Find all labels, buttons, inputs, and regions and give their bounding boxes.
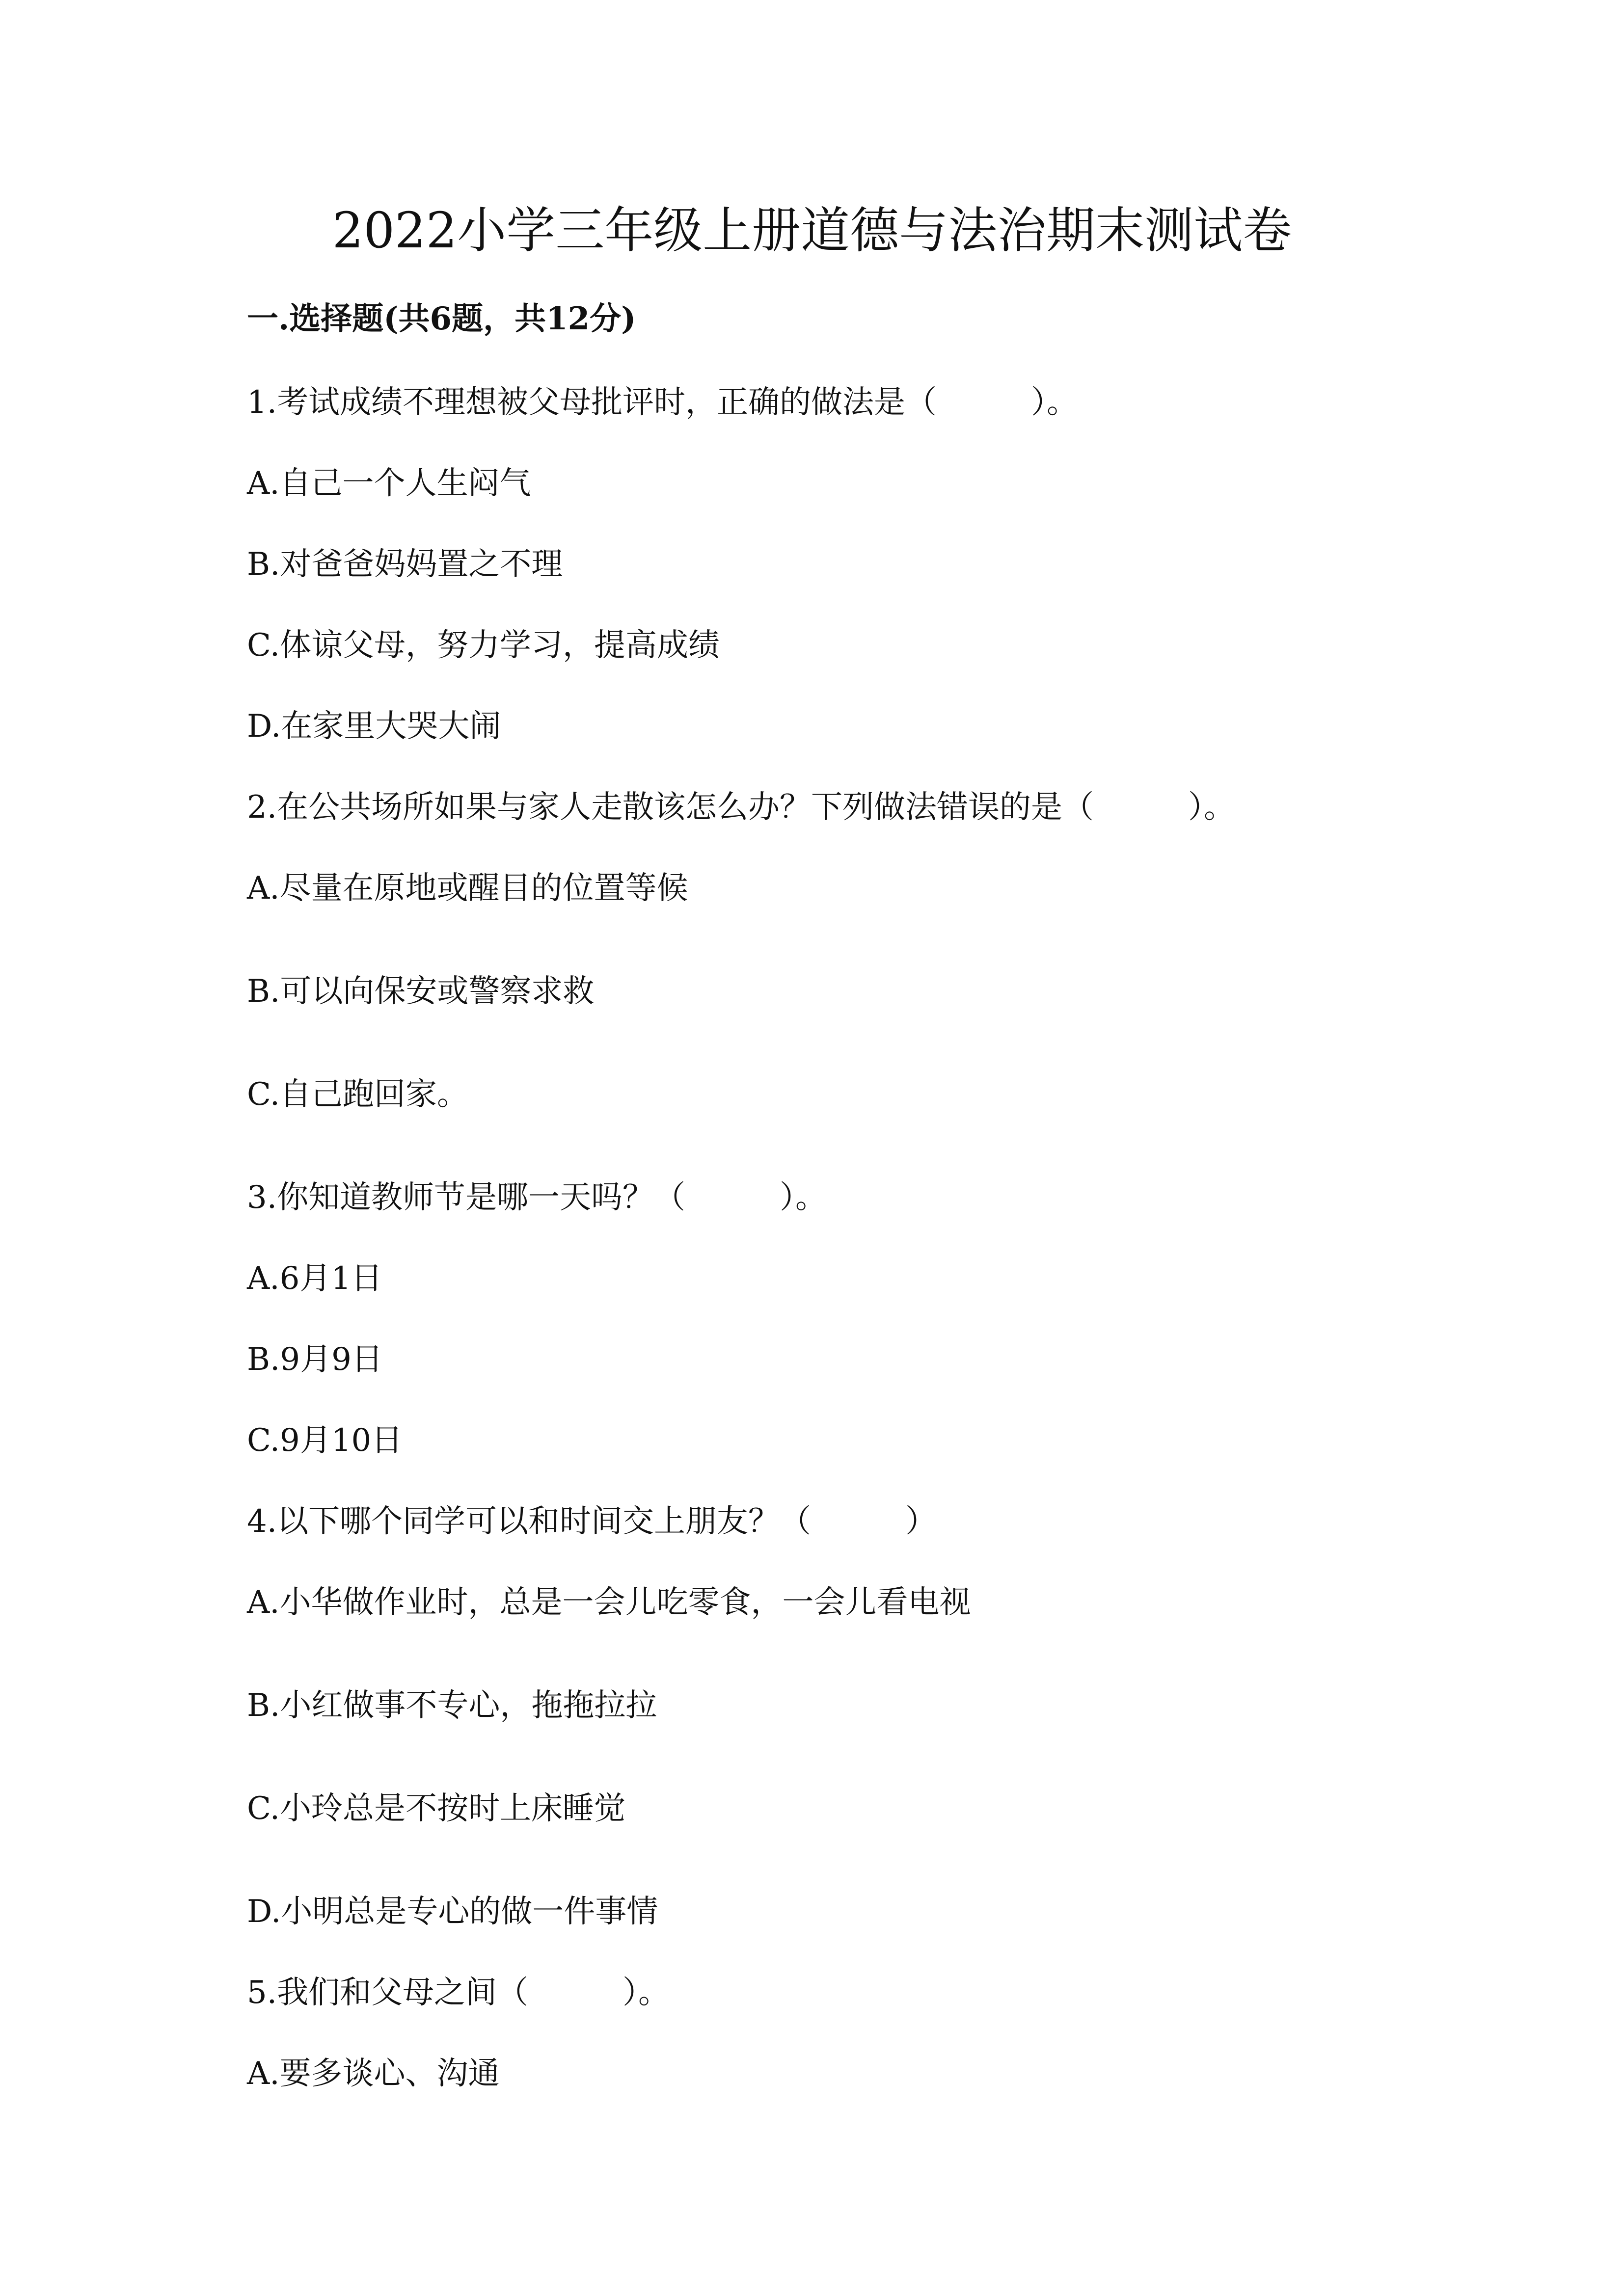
question-4-option-a: A.小华做作业时，总是一会儿吃零食，一会儿看电视 — [247, 1584, 971, 1621]
question-4-option-d: D.小明总是专心的做一件事情 — [247, 1894, 658, 1930]
question-2-option-b: B.可以向保安或警察求救 — [247, 973, 595, 1010]
question-1-option-a: A.自己一个人生闷气 — [247, 465, 531, 502]
question-1-option-d: D.在家里大哭大闹 — [247, 708, 501, 745]
question-1-option-c: C.体谅父母，努力学习，提高成绩 — [247, 627, 720, 664]
question-2-stem: 2.在公共场所如果与家人走散该怎么办？下列做法错误的是（ ）。 — [247, 789, 1236, 826]
question-5-stem: 5.我们和父母之间（ ）。 — [247, 1975, 670, 2011]
question-5-option-a: A.要多谈心、沟通 — [247, 2056, 500, 2092]
question-2-option-c: C.自己跑回家。 — [247, 1076, 469, 1113]
question-4-option-b: B.小红做事不专心，拖拖拉拉 — [247, 1687, 657, 1724]
question-3-stem: 3.你知道教师节是哪一天吗？（ ）。 — [247, 1179, 827, 1216]
section-heading: 一.选择题(共6题，共12分) — [247, 300, 636, 337]
question-3-option-c: C.9月10日 — [247, 1422, 403, 1459]
question-4-option-c: C.小玲总是不按时上床睡觉 — [247, 1790, 626, 1827]
question-3-option-a: A.6月1日 — [247, 1260, 382, 1297]
question-4-stem: 4.以下哪个同学可以和时间交上朋友？（ ） — [247, 1503, 937, 1540]
question-1-option-b: B.对爸爸妈妈置之不理 — [247, 546, 563, 583]
exam-title: 2022小学三年级上册道德与法治期末测试卷 — [332, 202, 1292, 259]
question-2-option-a: A.尽量在原地或醒目的位置等候 — [247, 870, 688, 907]
question-3-option-b: B.9月9日 — [247, 1341, 383, 1378]
question-1-stem: 1.考试成绩不理想被父母批评时，正确的做法是（ ）。 — [247, 384, 1079, 421]
